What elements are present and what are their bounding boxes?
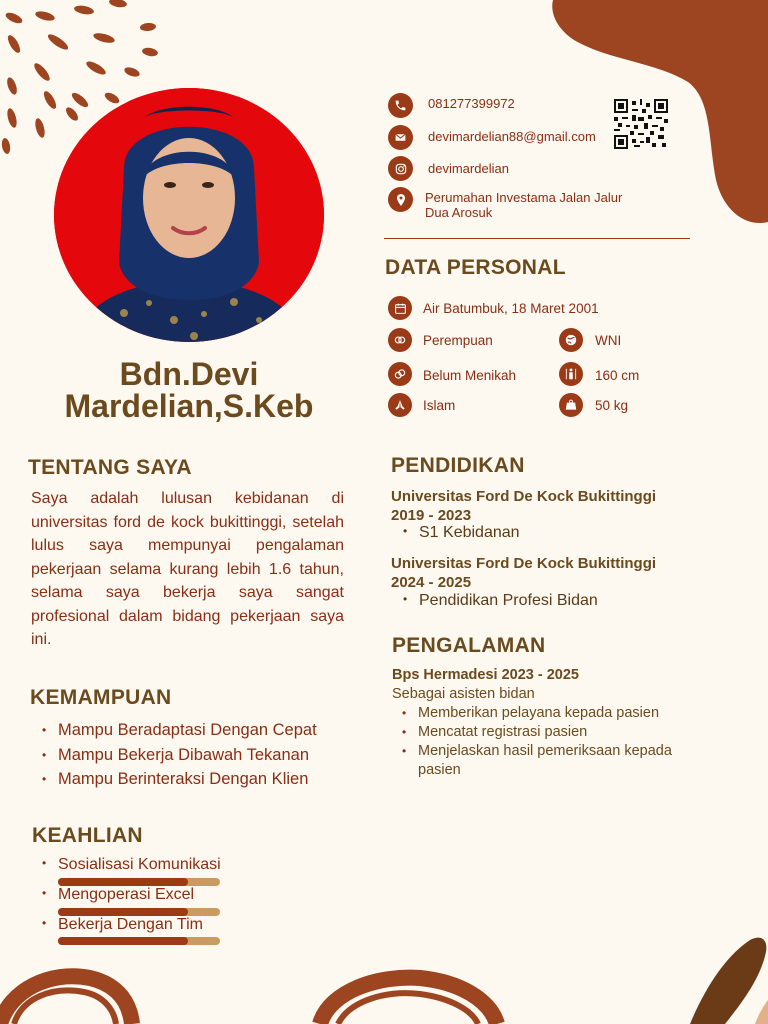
profile-photo: [54, 88, 324, 342]
height-icon: [559, 362, 583, 386]
skill-bar-fill: [58, 878, 188, 886]
list-item: • Mampu Bekerja Dibawah Tekanan: [58, 743, 317, 768]
list-item: • Bekerja Dengan Tim: [58, 916, 221, 946]
divider: [384, 238, 690, 239]
personal-gender: Perempuan: [423, 333, 493, 348]
education-title: PENDIDIKAN: [391, 454, 525, 477]
personal-religion: Islam: [423, 398, 456, 413]
phone-icon: [388, 93, 413, 118]
portrait-illustration: [54, 88, 324, 342]
experience-title: PENGALAMAN: [392, 634, 546, 657]
about-text: Saya adalah lulusan kebidanan di universitas ford de kock bukittinggi, setelah lulus saya mempunyai pengalaman pekerjaan selama kurang lebih 1.6 tahun, selama saya bekerja saya sangat profesional dalam bidang pekerjaan saya ini.: [31, 490, 344, 648]
contact-instagram[interactable]: devimardelian: [428, 161, 509, 176]
bottom-right-stroke: [690, 938, 766, 1024]
weight-icon: [559, 393, 583, 417]
globe-icon: [559, 328, 583, 352]
skills-list: [32, 856, 221, 946]
location-icon: [388, 187, 413, 212]
education-entry-heading: [391, 554, 701, 592]
list-item: • Mampu Berinteraksi Dengan Klien: [58, 767, 317, 792]
skills-title: KEAHLIAN: [32, 824, 143, 847]
education-years: 2024 - 2025: [391, 574, 472, 591]
email-icon: [388, 125, 413, 150]
education-school: Universitas Ford De Kock Bukittinggi: [391, 488, 657, 505]
skill-bar: [58, 937, 220, 945]
personal-birth: Air Batumbuk, 18 Maret 2001: [423, 301, 599, 316]
list-item: • Sosialisasi Komunikasi: [58, 856, 221, 886]
personal-weight: 50 kg: [595, 398, 629, 413]
skill-bar: [58, 878, 220, 886]
personal-marital: Belum Menikah: [423, 368, 517, 383]
personal-title: DATA PERSONAL: [385, 256, 566, 279]
experience-org: Bps Hermadesi 2023 - 2025: [392, 667, 579, 683]
bottom-left-swirl: [0, 976, 132, 1024]
experience-duties: [392, 704, 718, 780]
contact-email[interactable]: devimardelian88@gmail.com: [428, 129, 596, 144]
profile-name: Bdn.Devi Mardelian,S.Keb: [64, 356, 314, 424]
education-programs: [393, 524, 520, 542]
calendar-icon: [388, 296, 412, 320]
gender-icon: [388, 328, 412, 352]
education-entry-heading: [391, 487, 701, 525]
contact-phone[interactable]: 081277399972: [428, 96, 515, 111]
contact-address: Perumahan Investama Jalan Jalur Dua Arosuk: [425, 190, 623, 220]
list-item: • Memberikan pelayana kepada pasien: [418, 704, 718, 723]
skill-bar: [58, 908, 220, 916]
personal-nationality: WNI: [595, 333, 622, 348]
prayer-icon: [388, 393, 412, 417]
skill-bar-fill: [58, 908, 188, 916]
rings-icon: [388, 362, 412, 386]
education-programs: [393, 592, 598, 610]
personal-height: 160 cm: [595, 368, 640, 383]
abilities-title: KEMAMPUAN: [30, 686, 172, 709]
skill-bar-fill: [58, 937, 188, 945]
education-school: Universitas Ford De Kock Bukittinggi: [391, 555, 657, 572]
list-item: • S1 Kebidanan: [419, 524, 520, 542]
education-years: 2019 - 2023: [391, 507, 472, 524]
instagram-icon: [388, 156, 413, 181]
list-item: • Menjelaskan hasil pemeriksaan kepada pasien: [418, 742, 718, 780]
list-item: • Mengoperasi Excel: [58, 886, 221, 916]
experience-role: Sebagai asisten bidan: [392, 686, 535, 702]
list-item: • Mampu Beradaptasi Dengan Cepat: [58, 718, 317, 743]
list-item: • Pendidikan Profesi Bidan: [419, 592, 598, 610]
list-item: • Mencatat registrasi pasien: [418, 723, 718, 742]
about-title: TENTANG SAYA: [28, 456, 192, 479]
qr-code: [614, 99, 668, 149]
bottom-center-swirl: [320, 978, 497, 1024]
abilities-list: [32, 718, 317, 792]
